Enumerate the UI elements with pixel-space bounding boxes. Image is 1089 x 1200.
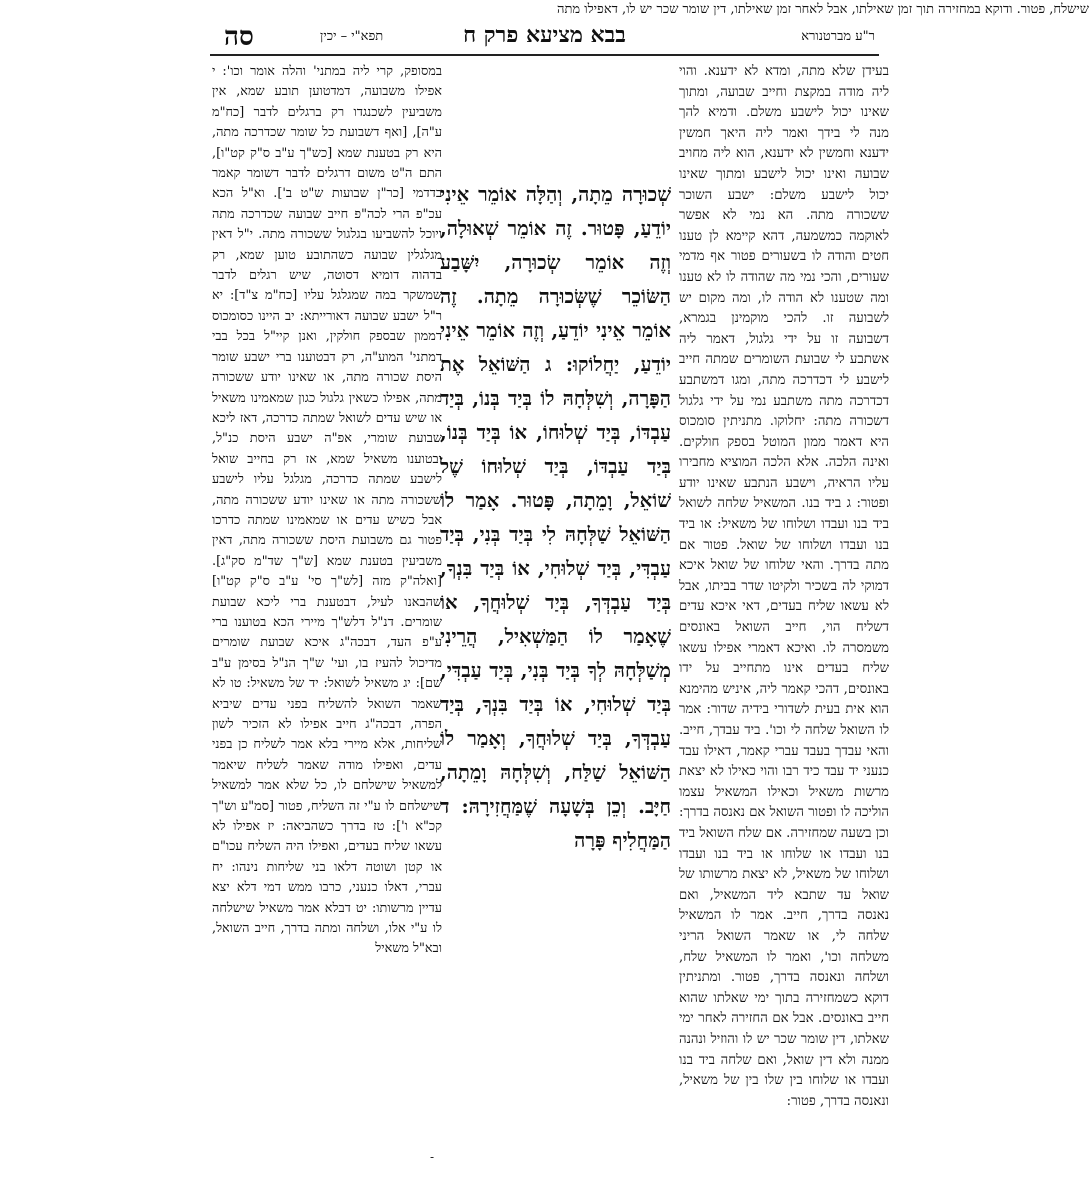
tiferet-text: במסופק, קרי ליה במתני' והלה אומר וכו': י אפילו משבועה, דמדטוען תובע שמא, אין משביעין לשכנגדו רק ברגלים לדבר [כח"מ ע"ה], [ואף דשבועת כל שומר שכדרכה מתה, היא רק בטענת שמא [כש"ך ע"ב ס"ק קט"ו], התם ה"ט משום דרגלים לדבר דשומר קאמר בדדמי [כר"ן שבועות ש"ט ב']. וא"ל הכא עכ"פ הרי לכה"פ חייב שבועה שכדרכה מתה ויוכל להשביעו בגלגול ששכורה מתה. י"ל דאין מגלגלין שבועה כשהתובע טוען שמא, רק בדהוה דומיא דסוטה, שיש רגלים לדבר שמשקר במה שמגלגל עליו [כח"מ צ"ד]: יא ר"ל ישבע שבועה דאורייתא: יב היינו כסומכוס דממון שבספק חולקין, ואנן קיי"ל בכל בבי דמתני' המוע"ה, רק דבטוענו ברי ישבע שומר היסת שכורה מתה, או שאינו יודע ששכורה מתה, אפילו כשאין גלגול כגון שמאמינו משאיל או שיש עדים לשואל שמתה כדרכה, דאז ליכא שבועת שומרי, אפ"ה ישבע היסת כנ"ל, ובטוענו משאיל שמא, אז רק בחייב שואל לישבע שמתה כדרכה, מגלגל עליו לישבע ששכורה מתה או שאינו יודע ששכורה מתה, אבל כשיש עדים או שמאמינו שמתה כדרכו פטור גם משבועת היסת ששכורה מתה, דאין משביעין בטענת שמא [ש"ך שד"מ סק"ג]. [ואלה"ק מזה [לש"ך סי' ע"ב ס"ק קט"ו] שהבאנו לעיל, דבטענת ברי ליכא שבועת שומרים. דנ"ל דלש"ך מיירי הכא בטוענו ברי ע"פ העד, דבכה"ג איכא שבועת שומרים מדיכול להעיז בו, ועי' ש"ך הנ"ל בסימן ע"ב שם]: יג משאיל לשואל: יד של משאיל: טו לא שאמר השואל להשליח בפני עדים שיביא הפרה, דבכה"ג חייב אפילו לא הזכיר לשון שליחות, אלא מיירי בלא אמר לשליח כן בפני עדים, ואפילו מודה שאמר לשליח שיאמר למשאיל שישלחם לו, כל שלא אמר למשאיל שישלחם לו ע"י זה השליח, פטור [סמ"ע וש"ך קכ"א ו']: טז בדרך כשהביאה: יז אפילו לא עשאו שליח בעדים, ואפילו היה השליח עכו"ם או קטן ושוטה דלאו בני שליחות נינהו: יח עברי, דאלו כנעני, כרבו ממש דמי דלא יצא עדיין מרשותו: יט דבלא אמר משאיל שישלחה לו ע"י אלו, ושלחה ומתה בדרך, חייב השואל, ובא"ל משאיל [212,64,442,957]
tiferet-yisrael-commentary [212,62,442,1112]
tractate-title: בבא מציעא פרק ח [463,22,626,48]
bartenura-text: בעידן שלא מתה, ומדא לא ידענא. והוי ליה מודה במקצת וחייב שבועה, ומתוך שאינו יכול לישבע משלם. ודמיא להך מנה לי בידך ואמר ליה היאך חמשין ידענא וחמשין לא ידענא, הוא ליה מחויב שבועה ואינו יכול לישבע ומתוך שאינו יכול לישבע משלם: ישבע השוכר ששכורה מתה. הא נמי לא אפשר לאוקמה כמשמעה, דהא קיימא לן טענו חטים והודה לו בשעורים פטור אף מדמי שעורים, והכי נמי מה שהודה לו לא טענו ומה שטענו לא הודה לו, ומה מקום יש לשבועה זו. להכי מוקמינן בגמרא, דשבועה זו על ידי גלגול, דאמר ליה אשתבע לי שבועת השומרים שמתה חייב לישבע לי דכדרכה מתה, ומגו דמשתבע דכדרכה מתה משתבע נמי על ידי גלגול דשכורה מתה: יחלוקו. מתניתין סומכוס היא דאמר ממון המוטל בספק חולקים. ואינה הלכה. אלא הלכה המוציא מחבירו עליו הראיה, וישבע הנתבע שאינו יודע ופטור: ג ביד בנו. המשאיל שלחה לשואל ביד בנו ועבדו ושלוחו של משאיל: או ביד בנו ועבדו ושלוחו של שואל. פטור אם מתה בדרך. והאי שלוחו של שואל איכא דמוקי לה בשכיר ולקיטו שדר בביתו, אבל לא עשאו שליח בעדים, דאי איכא עדים דשליח הוי, חייב השואל באונסים משמסרה לו. ואיכא דאמרי אפילו עשאו שליח בעדים אינו מתחייב על ידו באונסים, דהכי קאמר ליה, איניש מהימנא הוא אית בעית לשדורי בידיה שדור: אמר לו השואל שלחה לי וכו'. ביד עבדך, חייב. והאי עבדך בעבד עברי קאמר, דאילו עבד כנעני יד עבד כיד רבו והוי כאילו לא יצאת מרשות משאיל וכאילו המשאיל עצמו הוליכה לו ופטור השואל אם נאנסה בדרך: וכן בשעה שמחזירה. אם שלח השואל ביד בנו ועבדו או שלוחו או ביד בנו ועבדו ושלוחו של משאיל, לא יצאת מרשותו של שואל עד שתבא ליד המשאיל, ואם נאנסה בדרך, חייב. אמר לו המשאיל שלחה לי, או שאמר השואל הריני משלחה וכו', ואמר לו המשאיל שלח, ושלחה ונאנסה בדרך, פטור. ומתניתין דוקא כשמחזירה בתוך ימי שאלתו שהוא חייב באונסים. אבל אם החזירה לאחר ימי שאלתו, דין שומר שכר יש לו והוזיל ונהנה ממנה ולא דין שואל, ואם שלחה ביד בנו ועבדו או שלוחו בין שלו בין של משאיל, ונאנסה בדרך, פטור: [679,64,889,1109]
right-running-title: ר"ע מברטנורא [801,29,875,44]
page-number: סה [224,22,254,52]
mishnah-column [440,178,671,852]
mishnah-text: שְׁכוּרָה מֵתָה, וְהַלָּה אוֹמֵר אֵינִי יוֹדֵעַ, פָּטוּר. זֶה אוֹמֵר שְׁאוּלָה, וְזֶה אוֹמֵר שְׂכוּרָה, יִשָּׁבַע הַשּׂוֹכֵר שֶׁשְּׂכוּרָה מֵתָה. זֶה אוֹמֵר אֵינִי יוֹדֵעַ, וְזֶה אוֹמֵר אֵינִי יוֹדֵעַ, יַחֲלוֹקוּ: ג הַשּׁוֹאֵל אֶת הַפָּרָה, וְשִׁלְּחָהּ לוֹ בְּיַד בְּנוֹ, בְּיַד עַבְדּוֹ, בְּיַד שְׁלוּחוֹ, אוֹ בְּיַד בְּנוֹ, בְּיַד עַבְדּוֹ, בְּיַד שְׁלוּחוֹ שֶׁל שׁוֹאֵל, וָמֵתָה, פָּטוּר. אָמַר לוֹ הַשּׁוֹאֵל שַׁלְּחָהּ לִי בְּיַד בְּנִי, בְּיַד עַבְדִּי, בְּיַד שְׁלוּחִי, אוֹ בְּיַד בִּנְךָ, בְּיַד עַבְדְּךָ, בְּיַד שְׁלוּחֲךָ, אוֹ שֶׁאָמַר לוֹ הַמַּשְׁאִיל, הֲרֵינִי מְשַׁלְּחָהּ לְךָ בְּיַד בְּנִי, בְּיַד עַבְדִּי, בְּיַד שְׁלוּחִי, אוֹ בְּיַד בִּנְךָ, בְּיַד עַבְדְּךָ, בְּיַד שְׁלוּחֲךָ, וְאָמַר לוֹ הַשּׁוֹאֵל שַׁלַּח, וְשִׁלְּחָהּ וָמֵתָה, חַיָּב. וְכֵן בְּשָׁעָה שֶׁמַּחֲזִירָהּ: ד הַמַּחֲלִיף פָּרָה [440,183,671,852]
page-header [210,22,879,52]
footer-mark: - [430,1150,435,1164]
header-rule [210,54,879,56]
bartenura-commentary [679,62,889,1112]
bottom-line: שישלח, פטור. ודוקא במחזירה תוך זמן שאילתו, אבל לאחר זמן שאילתו, דין שומר שכר יש לו, דאפילו מתה [557,2,1089,17]
left-running-title: תפא"י – יכין [320,29,384,44]
